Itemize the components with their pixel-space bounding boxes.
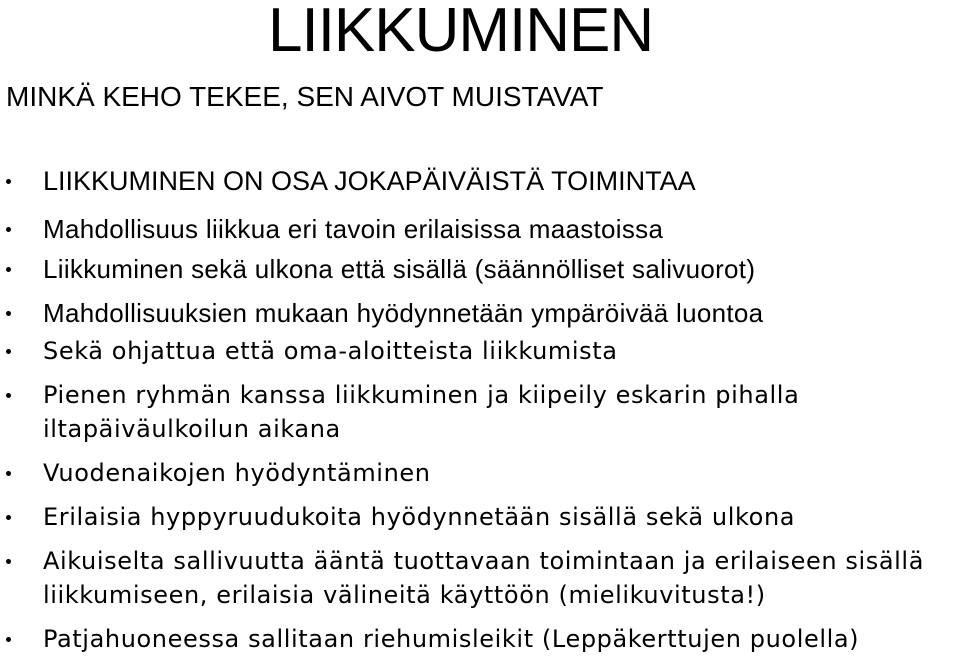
list-item <box>0 212 960 246</box>
bullet-list <box>0 164 960 656</box>
list-item <box>0 296 960 330</box>
bullet-dot-icon <box>6 311 11 316</box>
list-item <box>0 544 953 612</box>
list-item-text: Patjahuoneessa sallitaan riehumisleikit (Leppäkerttujen puolella) <box>43 625 860 653</box>
bullet-dot-icon <box>6 227 11 232</box>
list-item <box>0 252 960 286</box>
list-item <box>0 622 960 656</box>
list-item <box>0 164 960 198</box>
bullet-dot-icon <box>6 267 11 272</box>
bullet-dot-icon <box>6 515 11 520</box>
bullet-dot-icon <box>6 637 11 642</box>
bullet-dot-icon <box>6 393 11 398</box>
list-item-text: LIIKKUMINEN ON OSA JOKAPÄIVÄISTÄ TOIMINTAA <box>43 166 696 196</box>
bullet-dot-icon <box>6 559 11 564</box>
page-subtitle: MINKÄ KEHO TEKEE, SEN AIVOT MUISTAVAT <box>6 81 604 112</box>
list-item-text: Vuodenaikojen hyödyntäminen <box>43 459 431 487</box>
list-item-text: Sekä ohjattua että oma-aloitteista liikkumista <box>43 337 618 365</box>
bullet-dot-icon <box>6 349 11 354</box>
list-item <box>0 334 960 368</box>
list-item-text: Mahdollisuuksien mukaan hyödynnetään ympäröivää luontoa <box>43 298 764 328</box>
bullet-dot-icon <box>6 471 11 476</box>
list-item <box>0 378 953 446</box>
bullet-dot-icon <box>6 179 11 184</box>
page-title: LIIKKUMINEN <box>268 0 654 65</box>
list-item <box>0 500 960 534</box>
list-item <box>0 456 960 490</box>
list-item-text: Pienen ryhmän kanssa liikkuminen ja kiipeily eskarin pihalla iltapäiväulkoilun aikana <box>43 381 800 443</box>
list-item-text: Mahdollisuus liikkua eri tavoin erilaisissa maastoissa <box>43 214 664 244</box>
list-item-text: Aikuiselta sallivuutta ääntä tuottavaan toimintaan ja erilaiseen sisällä liikkumiseen, erilaisia välineitä käyttöön (mielikuvitusta!) <box>43 547 924 609</box>
list-item-text: Erilaisia hyppyruudukoita hyödynnetään sisällä sekä ulkona <box>43 503 796 531</box>
list-item-text: Liikkuminen sekä ulkona että sisällä (säännölliset salivuorot) <box>43 254 756 284</box>
